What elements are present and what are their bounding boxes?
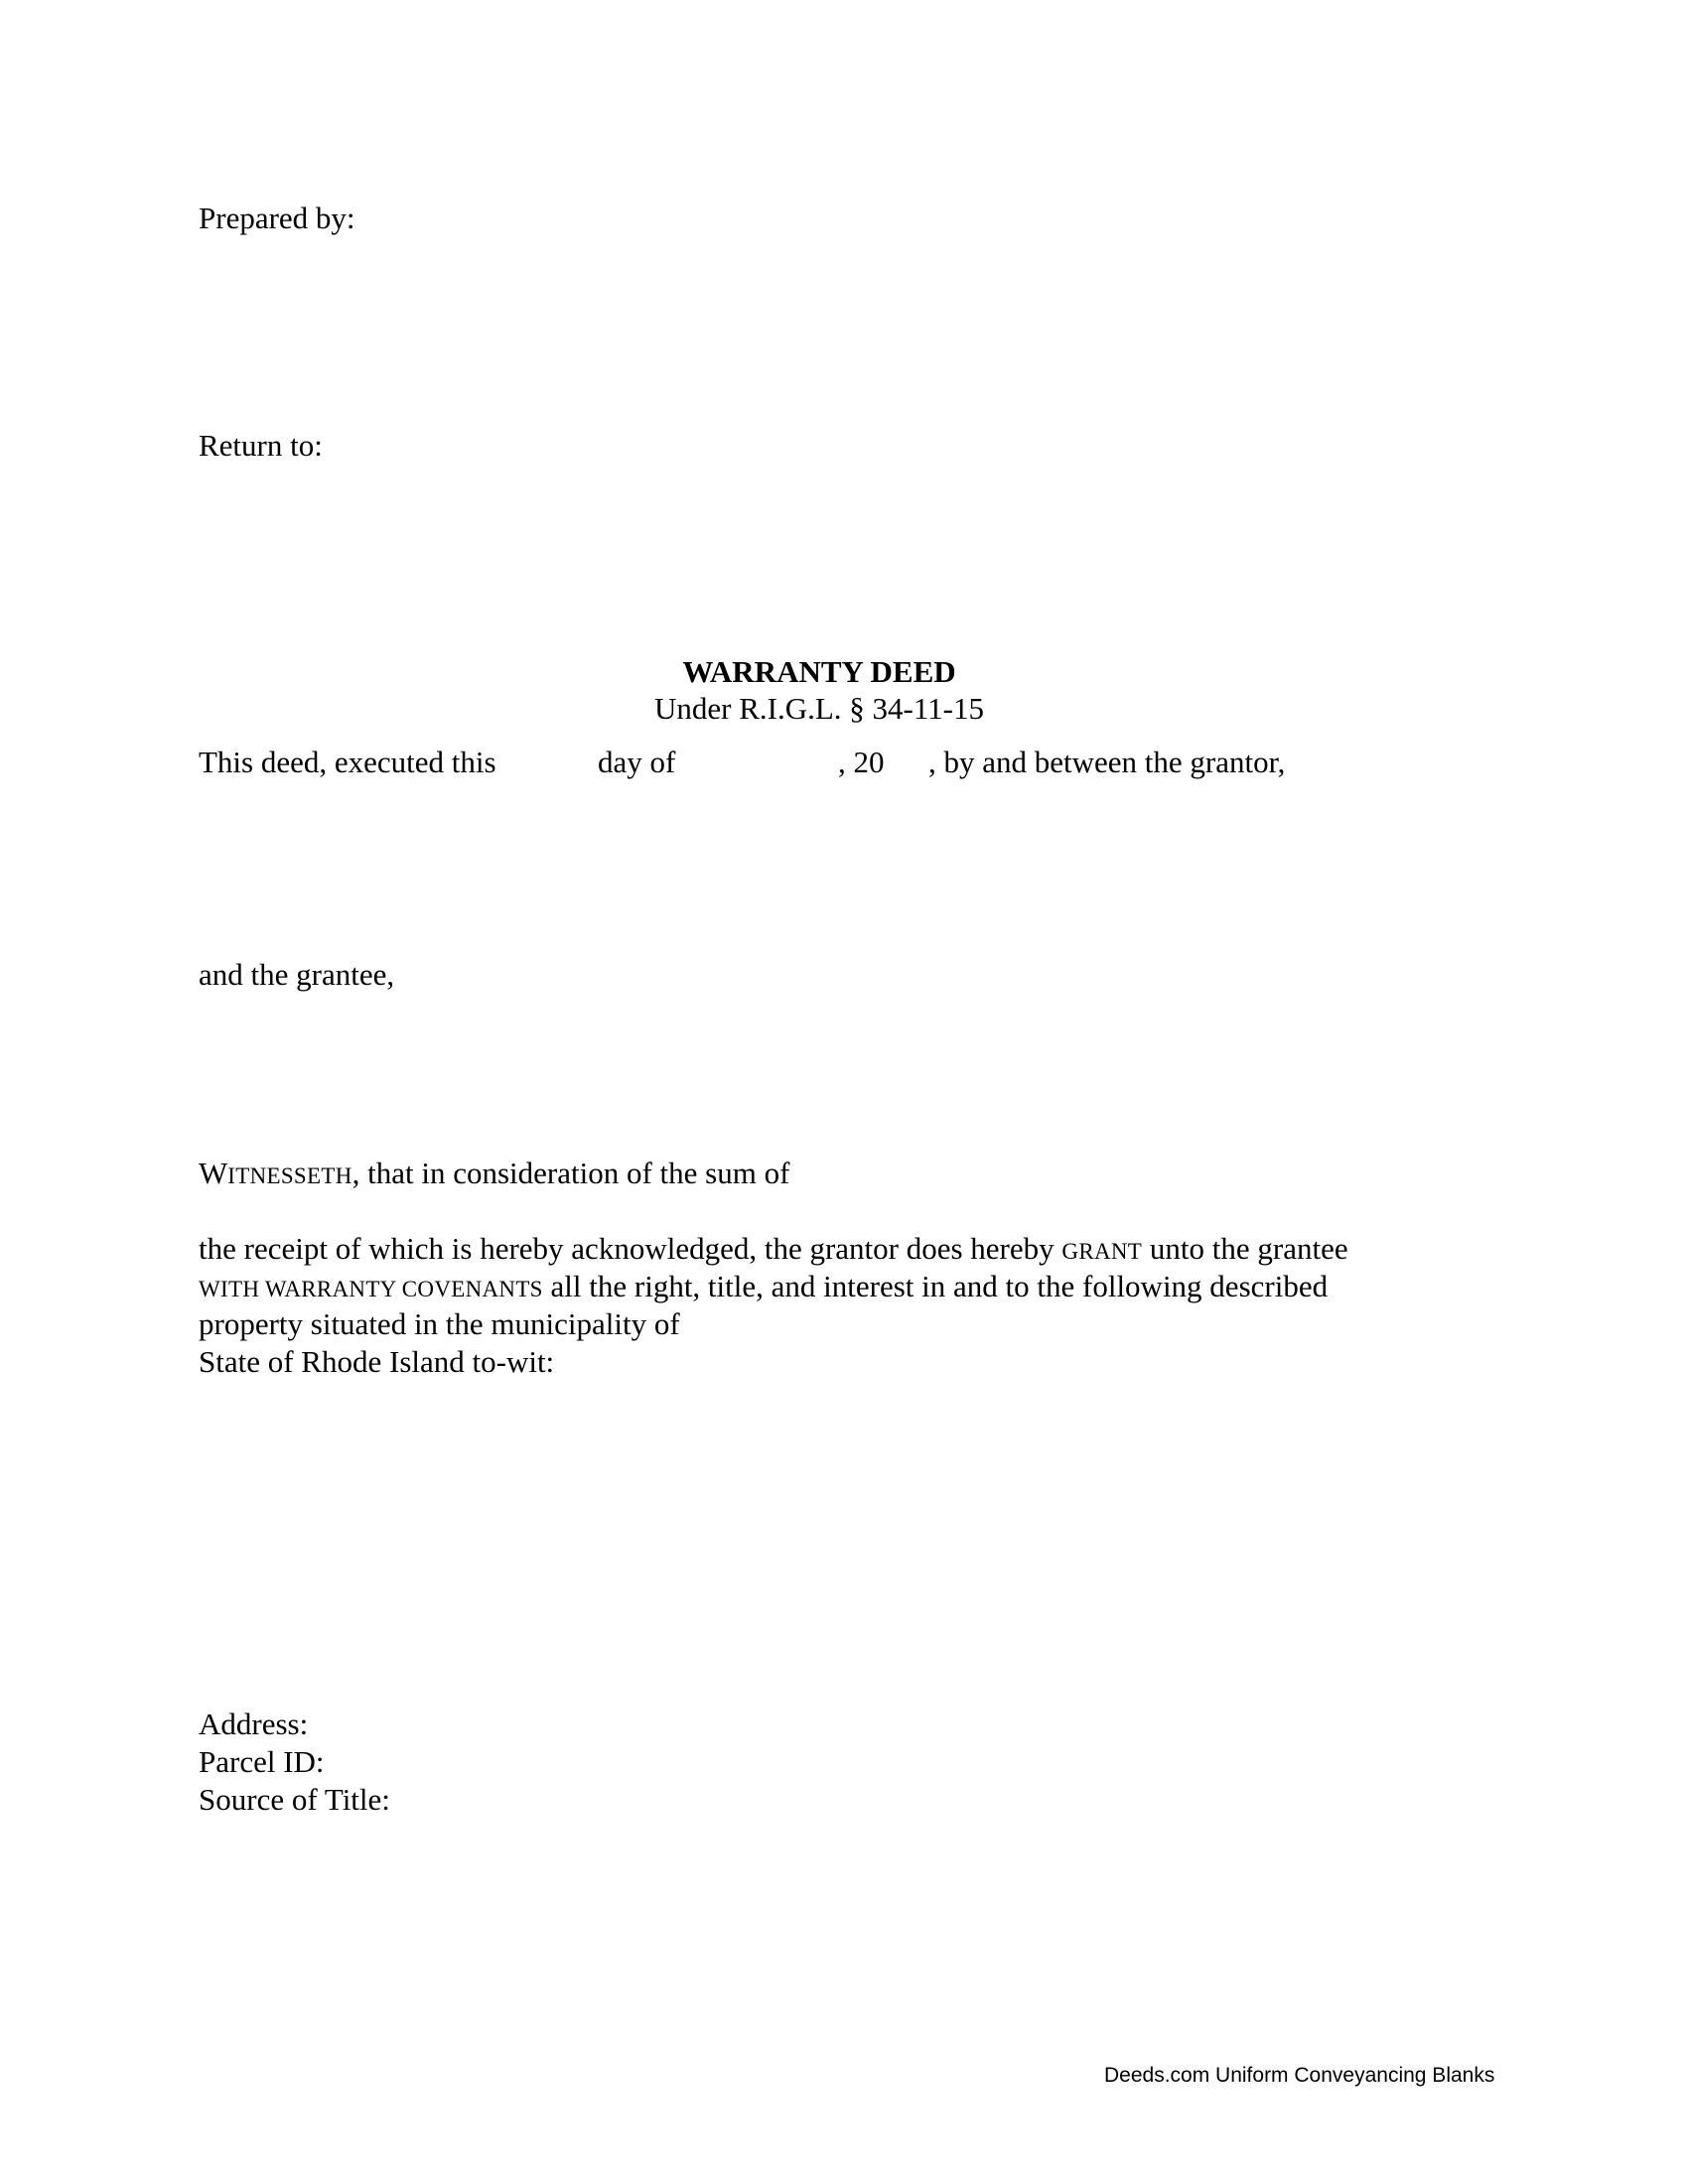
execution-prefix: This deed, executed this — [199, 745, 496, 779]
grant-keyword: GRANT — [1061, 1239, 1143, 1264]
consideration-line — [199, 1155, 789, 1195]
source-of-title-label: Source of Title: — [199, 1782, 390, 1817]
execution-year: , 20 — [838, 745, 885, 779]
statute-reference: Under R.I.G.L. § 34-11-15 — [653, 691, 985, 726]
return-to-label: Return to: — [199, 428, 323, 463]
execution-suffix: , by and between the grantor, — [928, 745, 1286, 779]
witnesseth-rest: ITNESSETH — [227, 1163, 352, 1188]
grant-line-1-text: the receipt of which is hereby acknowledged, the grantor does hereby — [199, 1231, 1055, 1266]
footer-text: Deeds.com Uniform Conveyancing Blanks — [1104, 2064, 1495, 2087]
grant-line-1 — [199, 1230, 1348, 1271]
warranty-covenants-keyword: WITH WARRANTY COVENANTS — [199, 1277, 543, 1301]
grant-line-2 — [199, 1268, 1328, 1308]
witnesseth-initial: W — [199, 1156, 228, 1190]
grant-line-4: State of Rhode Island to-wit: — [199, 1344, 555, 1379]
execution-day-of: day of — [598, 745, 676, 779]
grant-line-1-end: unto the grantee — [1149, 1231, 1348, 1266]
parcel-id-label: Parcel ID: — [199, 1744, 325, 1779]
document-title: WARRANTY DEED — [682, 654, 956, 689]
grant-line-2-text: all the right, title, and interest in and to the following described — [550, 1269, 1329, 1303]
address-label: Address: — [199, 1706, 309, 1741]
prepared-by-label: Prepared by: — [199, 201, 355, 235]
consideration-text: , that in consideration of the sum of — [352, 1156, 790, 1190]
grant-line-3: property situated in the municipality of — [199, 1306, 680, 1341]
grantee-label: and the grantee, — [199, 957, 395, 992]
